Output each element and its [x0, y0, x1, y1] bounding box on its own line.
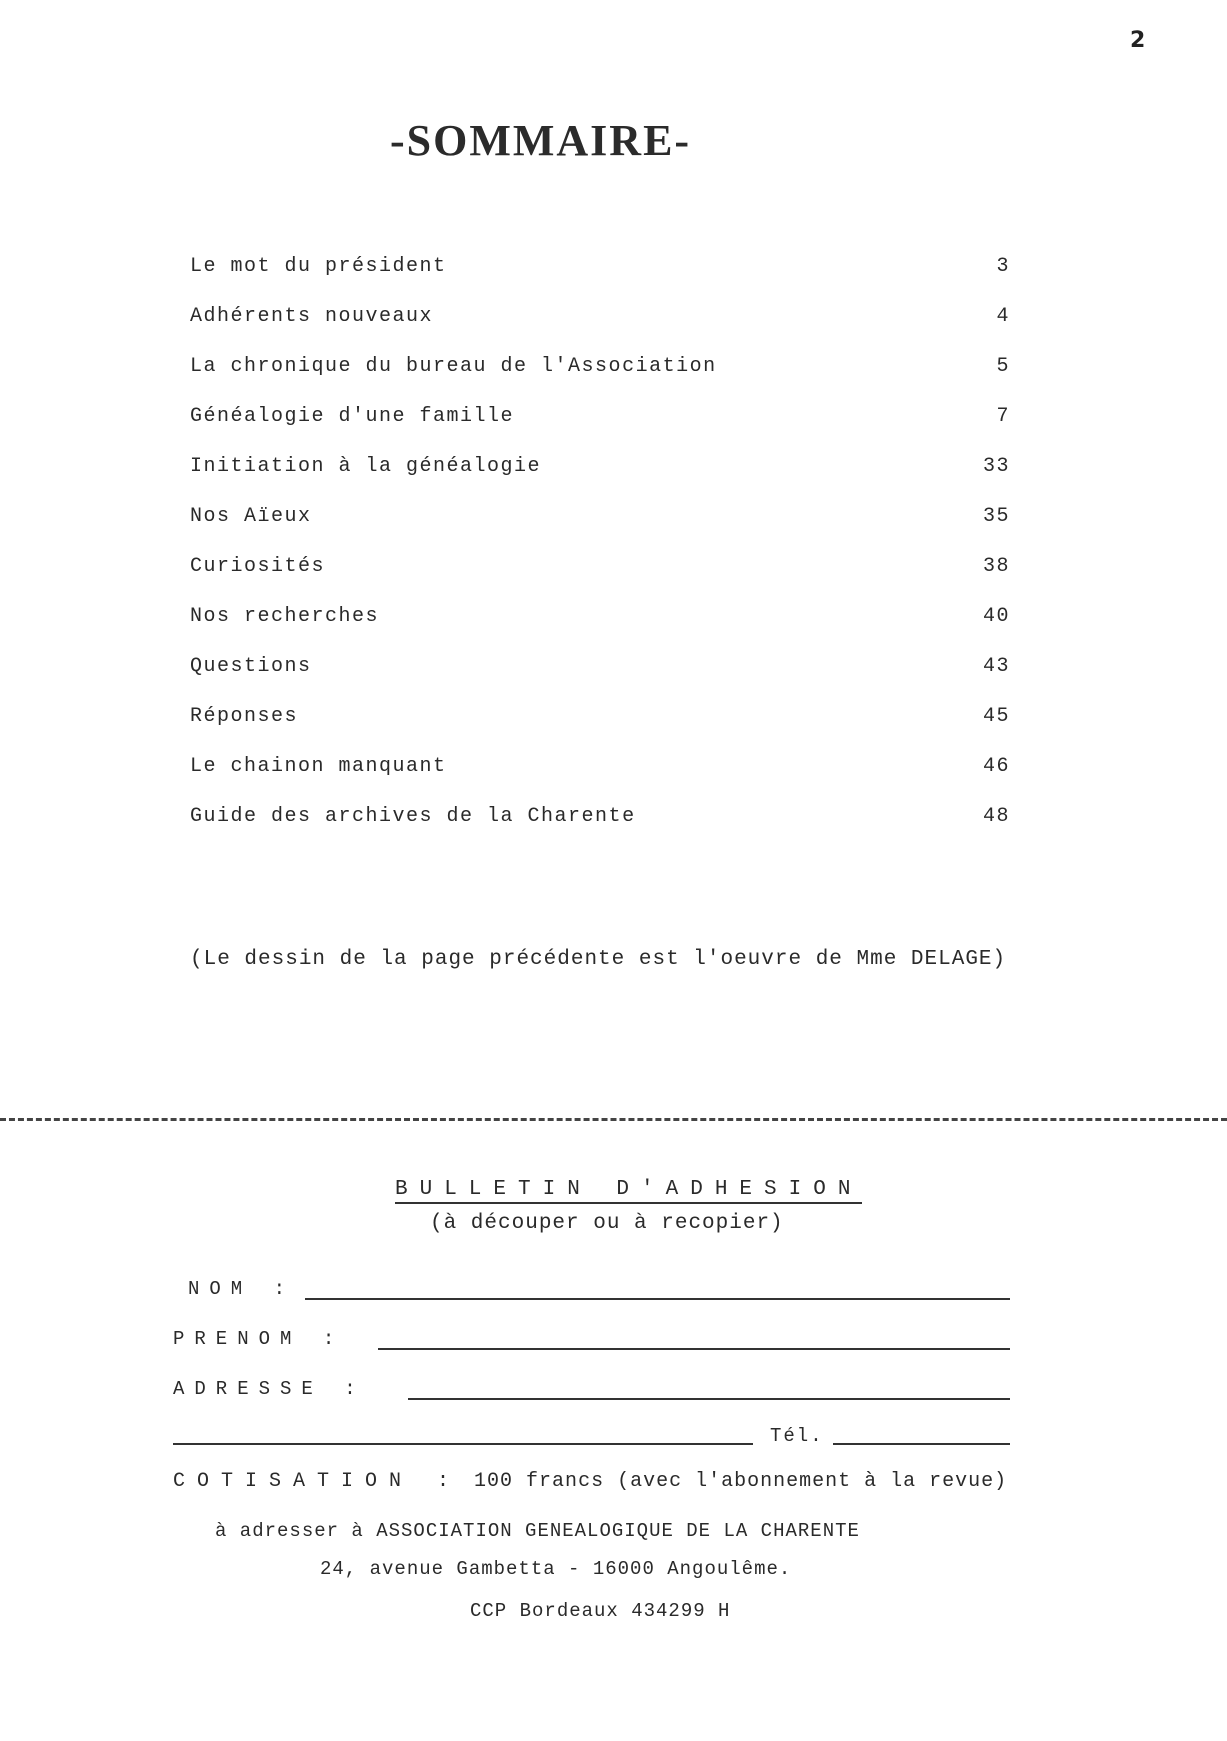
toc-entry: [190, 555, 1010, 605]
toc-page: 38: [982, 555, 1010, 578]
toc-label: Initiation à la généalogie: [190, 455, 542, 478]
toc-label: Nos recherches: [190, 605, 380, 628]
toc-entry: [190, 605, 1010, 655]
toc-label: Nos Aïeux: [190, 505, 312, 528]
cotisation-text: 100 francs (avec l'abonnement à la revue): [474, 1470, 1008, 1493]
prenom-field[interactable]: [378, 1348, 1010, 1350]
toc-page: 5: [996, 355, 1010, 378]
toc-entry: [190, 805, 1010, 855]
adresse-line-2-field[interactable]: [173, 1443, 753, 1445]
toc-entry: [190, 355, 1010, 405]
tel-label: Tél.: [770, 1425, 824, 1447]
cotisation-label: COTISATION :: [173, 1470, 462, 1493]
cotisation-line: [173, 1470, 1007, 1493]
cut-line: [0, 1118, 1227, 1121]
toc-label: Curiosités: [190, 555, 326, 578]
toc-page: 4: [996, 305, 1010, 328]
adresse-field[interactable]: [408, 1398, 1010, 1400]
toc-label: Réponses: [190, 705, 299, 728]
page-number: 2: [1130, 28, 1146, 53]
toc-entry: [190, 255, 1010, 305]
toc-entry: [190, 655, 1010, 705]
page-title: -SOMMAIRE-: [390, 116, 692, 165]
adresse-label: ADRESSE :: [173, 1378, 366, 1400]
toc-label: Le chainon manquant: [190, 755, 447, 778]
toc-page: 48: [982, 805, 1010, 828]
toc-page: 3: [996, 255, 1010, 278]
prenom-label: PRENOM :: [173, 1328, 345, 1350]
toc-page: 45: [982, 705, 1010, 728]
toc-entry: [190, 755, 1010, 805]
toc-page: 40: [982, 605, 1010, 628]
nom-label: NOM :: [188, 1278, 296, 1300]
nom-field[interactable]: [305, 1298, 1010, 1300]
table-of-contents: [190, 255, 1010, 855]
form-title: BULLETIN D'ADHESION: [395, 1178, 862, 1204]
send-to: à adresser à ASSOCIATION GENEALOGIQUE DE LA CHARENTE: [215, 1520, 860, 1542]
toc-label: La chronique du bureau de l'Association: [190, 355, 717, 378]
drawing-credit-note: (Le dessin de la page précédente est l'oeuvre de Mme DELAGE): [190, 948, 1007, 971]
toc-label: Questions: [190, 655, 312, 678]
toc-label: Adhérents nouveaux: [190, 305, 434, 328]
ccp-account: CCP Bordeaux 434299 H: [470, 1600, 731, 1622]
street-address: 24, avenue Gambetta - 16000 Angoulême.: [320, 1558, 792, 1580]
toc-entry: [190, 455, 1010, 505]
toc-entry: [190, 705, 1010, 755]
toc-entry: [190, 405, 1010, 455]
toc-label: Le mot du président: [190, 255, 447, 278]
toc-page: 46: [982, 755, 1010, 778]
toc-label: Guide des archives de la Charente: [190, 805, 636, 828]
toc-entry: [190, 305, 1010, 355]
toc-page: 43: [982, 655, 1010, 678]
form-subtitle: (à découper ou à recopier): [430, 1212, 784, 1235]
toc-entry: [190, 505, 1010, 555]
tel-field[interactable]: [833, 1443, 1010, 1445]
toc-page: 35: [982, 505, 1010, 528]
toc-page: 33: [982, 455, 1010, 478]
toc-label: Généalogie d'une famille: [190, 405, 515, 428]
toc-page: 7: [996, 405, 1010, 428]
